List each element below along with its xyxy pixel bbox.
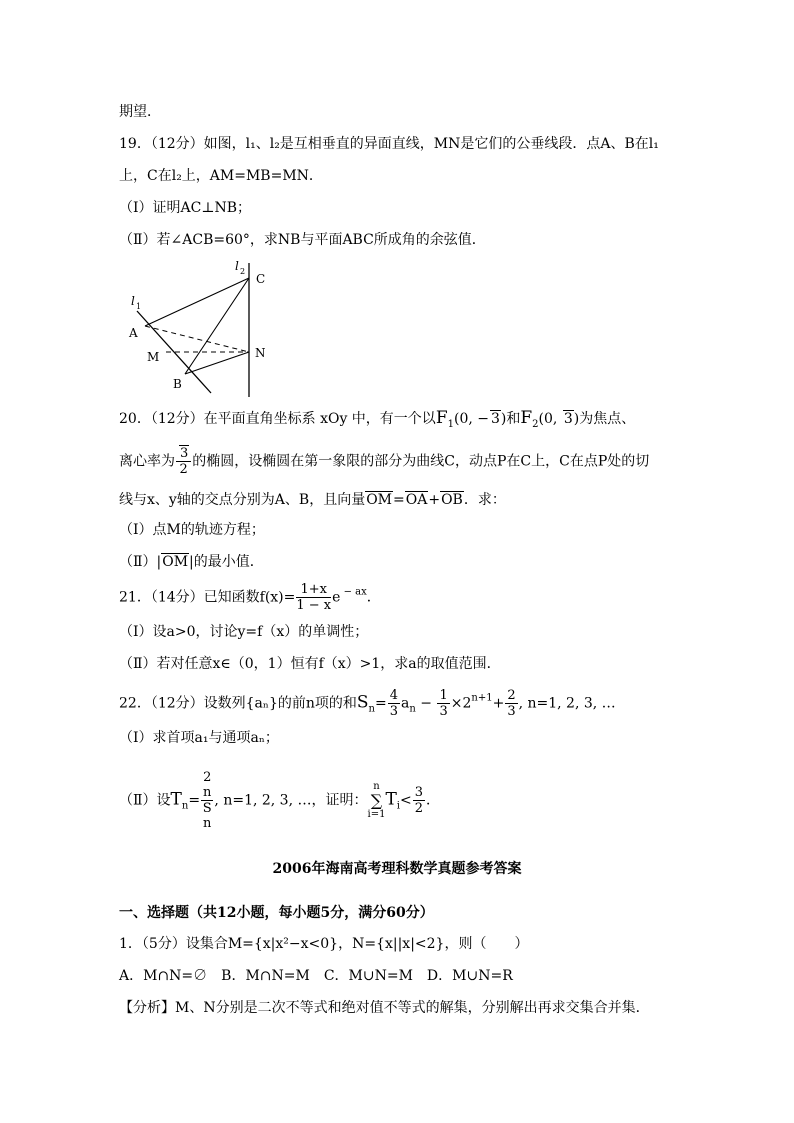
continuation-text: 期望． [119,104,161,120]
q22-part1: （Ⅰ）求首项a₁与通项aₙ； [119,730,279,746]
q22-part2-mid: , n=1, 2, 3, …，证明： [214,792,368,809]
q20-line1-end: 为焦点、 [579,411,636,427]
f1-sub: 1 [447,419,454,430]
vec-eq: = [393,492,405,508]
label-m: M [147,350,160,364]
q22-t-sub: n [181,800,189,812]
label-a: A [129,326,138,340]
label-l1-sub: 1 [136,302,142,311]
f1-label: F [435,408,448,428]
q22-a-sub: n [409,703,416,715]
f2-label: F [520,408,533,428]
f2-coords: (0, [538,411,562,427]
answer-q1: 1．（5分）设集合M={x|x²−x<0}，N={x||x|<2}，则（ ） [119,936,529,952]
q20-line3 [119,490,506,510]
label-c: C [256,272,266,286]
label-l1: l [131,294,135,308]
q21-dot: ． [366,589,381,606]
q21-e: e [332,589,341,606]
f1-close: ) [500,411,507,427]
vec-om: OM [366,492,393,508]
vec-oa: OA [405,492,428,508]
f1-coords: (0, − [453,411,489,427]
abs-vec-om: OM [162,554,189,570]
q20-part2-end: |的最小值． [189,554,264,570]
q22-a: a [401,695,410,712]
q22-s: S [356,692,369,713]
q22-part2-start: （Ⅱ）设 [119,792,171,809]
q19-figure [119,255,289,400]
q19-line1: 19．（12分）如图，l₁、l₂是互相垂直的异面直线，MN是它们的公垂线段．点A、B在l₁ [119,136,659,152]
segment-an [145,326,249,352]
vec-ob: OB [441,492,463,508]
f2-sub: 2 [532,419,539,430]
q22-frac-1-3: $\frac{1}{3}$ [439,688,448,719]
q21-den: 1 − x [296,598,332,613]
q22-minus: − [415,695,437,712]
q21-part2: （Ⅱ）若对任意x∈（0，1）恒有f（x）>1，求a的取值范围． [119,656,501,672]
q22-part2 [119,770,440,831]
answer-q1-analysis: 【分析】M、N分别是二次不等式和绝对值不等式的解集，分别解出再求交集合并集． [119,1000,650,1016]
q22-ti-sub: i [396,800,400,812]
q20-line2-start: 离心率为 [119,453,175,470]
q22-line [119,688,616,720]
q19-part1: （Ⅰ）证明AC⊥NB； [119,200,252,216]
q21-part1: （Ⅰ）设a>0，讨论y=f（x）的单调性； [119,624,369,640]
q20-and: 和 [506,411,521,427]
q20-line3-end: ．求： [463,492,506,508]
q20-part2 [119,552,264,572]
q19-part2: （Ⅱ）若∠ACB=60°，求NB与平面ABC所成角的余弦值． [119,232,486,248]
ecc-sqrt: 3 [180,446,189,461]
f2-close: ) [573,411,580,427]
eccentricity-fraction [176,446,191,477]
q22-eq: = [374,695,387,712]
abs-open: | [156,554,162,570]
q20-line1-start: 20．（12分）在平面直角坐标系 xOy 中，有一个以 [119,411,436,427]
q19-line2: 上，C在l₂上，AM=MB=MN． [119,168,323,184]
q20-part2-start: （Ⅱ） [119,554,157,570]
q21-fx: f(x)= [259,589,296,606]
q22-lt: < [400,792,412,809]
f1-sqrt: 3 [490,411,500,427]
q22-plus: + [492,695,505,712]
q20-line2 [119,446,649,477]
q22-start: 22．（12分）设数列{aₙ}的前n项的和 [119,695,357,712]
q22-times: × [450,695,463,712]
q22-sum: n ∑ i=1 [367,780,386,820]
q22-exp: n+1 [471,692,493,704]
label-b: B [173,377,182,391]
answers-title: 2006年海南高考理科数学真题参考答案 [272,861,522,877]
q22-t: T [170,789,182,810]
q22-frac-4-3: $\frac{4}{3}$ [389,688,398,719]
q21-exp: − ax [340,586,367,598]
q21-fraction [296,582,331,613]
q22-t-frac: 2 n S n [202,770,212,831]
q20-part1: （Ⅰ）点M的轨迹方程； [119,522,265,538]
answers-section-heading: 一、选择题（共12小题，每小题5分，满分60分） [119,905,434,921]
q22-t-eq: = [188,792,201,809]
q21-num: 1+x [296,582,331,598]
label-l2: l [235,259,239,273]
vec-plus: + [428,492,441,508]
q22-two: 2 [462,695,472,712]
q22-frac-2-3: $\frac{2}{3}$ [507,688,516,719]
ecc-den: 2 [179,462,188,477]
q21-start: 21．（14分）已知函数 [119,589,260,606]
label-l2-sub: 2 [240,267,246,276]
f2-sqrt: 3 [563,411,573,427]
q20-line3-start: 线与x、y轴的交点分别为A、B，且向量 [119,492,366,508]
q21-line [119,582,381,613]
q22-part2-end: ． [426,792,441,809]
q20-line1 [119,408,635,435]
q22-ti: T [385,789,397,810]
segment-nb [185,352,249,374]
q20-line2-end: 的椭圆，设椭圆在第一象限的部分为曲线C，动点P在C上，C在点P处的切 [192,453,650,470]
q22-end: , n=1, 2, 3, … [518,695,616,712]
answer-q1-options: A．M∩N=∅ B．M∩N=M C．M∪N=M D．M∪N=R [119,968,513,984]
q22-frac-3-2: $\frac{3}{2}$ [414,785,424,816]
label-n: N [255,346,266,360]
q22-s-sub: n [368,703,375,715]
